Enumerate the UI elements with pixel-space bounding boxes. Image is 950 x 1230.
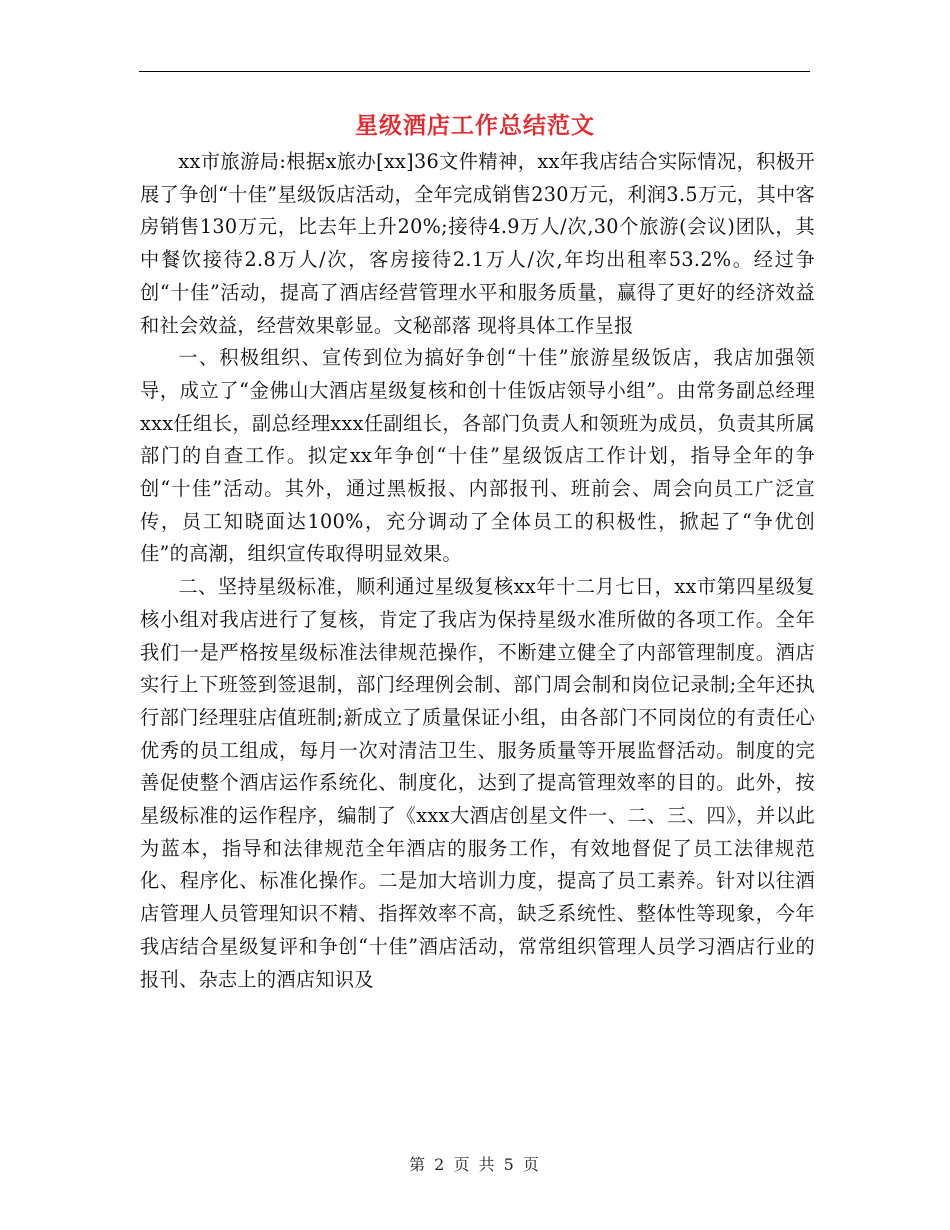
- paragraph-section-2: 二、坚持星级标准，顺利通过星级复核xx年十二月七日，xx市第四星级复核小组对我店进行了复核，肯定了我店为保持星级水准所做的各项工作。全年我们一是严格按星级标准法律规范操作，不断建立健全了内部管理制度。酒店实行上下班签到签退制，部门经理例会制、部门周会制和岗位记录制;全年还执行部门经理驻店值班制;新成立了质量保证小组，由各部门不同岗位的有责任心优秀的员工组成，每月一次对清洁卫生、服务质量等开展监督活动。制度的完善促使整个酒店运作系统化、制度化，达到了提高管理效率的目的。此外，按星级标准的运作程序，编制了《xxx大酒店创星文件一、二、三、四》，并以此为蓝本，指导和法律规范全年酒店的服务工作，有效地督促了员工法律规范化、程序化、标准化操作。二是加大培训力度，提高了员工素养。针对以往酒店管理人员管理知识不精、指挥效率不高，缺乏系统性、整体性等现象，今年我店结合星级复评和争创“十佳”酒店活动，常常组织管理人员学习酒店行业的报刊、杂志上的酒店知识及: [140, 575, 815, 991]
- paragraph-intro: xx市旅游局:根据x旅办[xx]36文件精神，xx年我店结合实际情况，积极开展了争创“十佳”星级饭店活动，全年完成销售230万元，利润3.5万元，其中客房销售130万元，比去年上升20%;接待4.9万人/次,30个旅游(会议)团队，其中餐饮接待2.8万人/次，客房接待2.1万人/次,年均出租率53.2%。经过争创“十佳”活动，提高了酒店经营管理水平和服务质量，赢得了更好的经济效益和社会效益，经营效果彰显。文秘部落 现将具体工作呈报: [140, 150, 815, 337]
- paragraph-section-1: 一、积极组织、宣传到位为搞好争创“十佳”旅游星级饭店，我店加强领导，成立了“金佛山大酒店星级复核和创十佳饭店领导小组”。由常务副总经理xxx任组长，副总经理xxx任副组长，各部门负责人和领班为成员，负责其所属部门的自查工作。拟定xx年争创“十佳”星级饭店工作计划，指导全年的争创“十佳”活动。其外，通过黑板报、内部报刊、班前会、周会向员工广泛宣传，员工知晓面达100%，充分调动了全体员工的积极性，掀起了“争优创佳”的高潮，组织宣传取得明显效果。: [140, 346, 815, 566]
- page-number-footer: 第 2 页 共 5 页: [409, 1155, 541, 1174]
- document-title: 星级酒店工作总结范文: [355, 112, 595, 139]
- header-rule: [139, 71, 810, 72]
- document-body: [140, 146, 815, 996]
